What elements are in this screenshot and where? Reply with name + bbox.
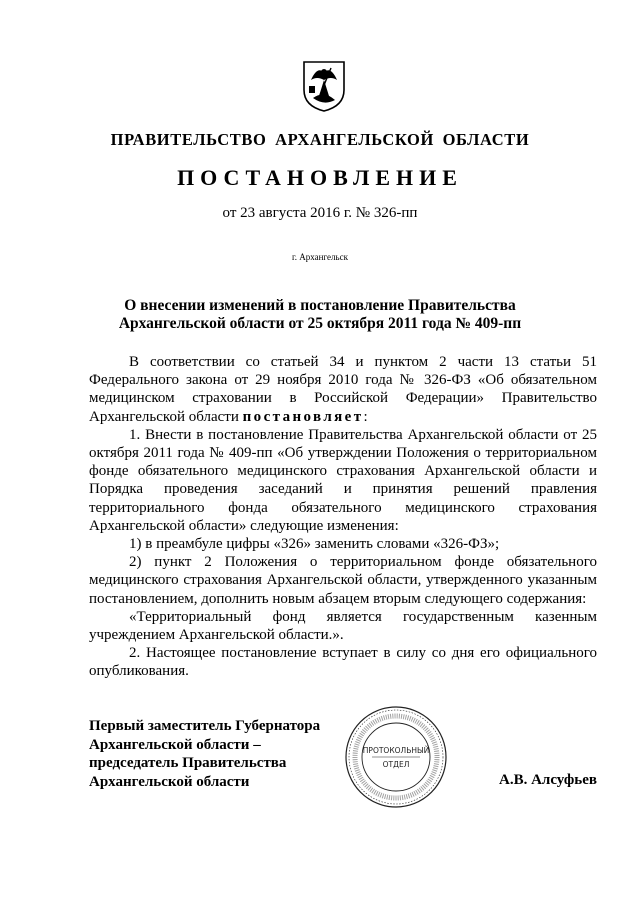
signatory-name: А.В. Алсуфьев: [499, 772, 597, 788]
document-subject: [60, 297, 580, 333]
subject-line-2: Архангельской области от 25 октября 2011 года № 409-пп: [118, 315, 522, 332]
preamble-paragraph: [89, 353, 597, 426]
item-2-paragraph: 2. Настоящее постановление вступает в силу со дня его официального опубликования.: [89, 645, 597, 680]
signatory-title-line-4: Архангельской области: [89, 773, 250, 790]
subitem-1-paragraph: 1) в преамбуле цифры «326» заменить словами «326-ФЗ»;: [129, 536, 500, 553]
preamble-end: :: [363, 408, 368, 425]
document-date-number: от 23 августа 2016 г. № 326-пп: [222, 205, 418, 221]
signatory-title-line-3: председатель Правительства: [89, 755, 287, 771]
stamp-center-line-1: ПРОТОКОЛЬНЫЙ: [362, 746, 430, 755]
document-place: г. Архангельск: [292, 252, 348, 262]
government-name: ПРАВИТЕЛЬСТВО АРХАНГЕЛЬСКОЙ ОБЛАСТИ: [110, 130, 530, 149]
seal-stamp-icon: [344, 705, 448, 809]
signatory-title: [89, 717, 349, 791]
stamp-center-line-2: ОТДЕЛ: [382, 760, 410, 769]
preamble-text: В соответствии со статьей 34 и пунктом 2 части 13 статьи 51 Федерального закона от 29 ноября 2010 года № 326-ФЗ «Об обязательном медицинском страховании в Российской Федерации» Правительство Архангельской области: [89, 354, 597, 425]
document-type: ПОСТАНОВЛЕНИЕ: [177, 165, 463, 190]
subject-line-1: О внесении изменений в постановление Правительства: [124, 297, 516, 314]
preamble-verb: постановляет: [242, 408, 364, 425]
quote-paragraph: «Территориальный фонд является государственным казенным учреждением Архангельской области.».: [89, 608, 597, 644]
signatory-title-line-1: Первый заместитель Губернатора: [89, 718, 321, 734]
coat-of-arms-icon: [301, 60, 347, 112]
subitem-2-paragraph: 2) пункт 2 Положения о территориальном фонде обязательного медицинского страхования Архангельской области, утвержденного указанным постановлением, дополнить новым абзацем вторым следующего содержания:: [89, 554, 597, 607]
document-body: [89, 353, 597, 681]
signatory-title-line-2: Архангельской области –: [89, 736, 261, 753]
item-1-paragraph: 1. Внести в постановление Правительства Архангельской области от 25 октября 2011 года № 409-пп «Об утверждении Положения о территориальном фонде обязательного медицинского страхования Архангельской области и Порядка проведения заседаний и принятия решений правления территориального фонда обязательного медицинского страхования Архангельской области» следующие изменения:: [89, 426, 597, 534]
